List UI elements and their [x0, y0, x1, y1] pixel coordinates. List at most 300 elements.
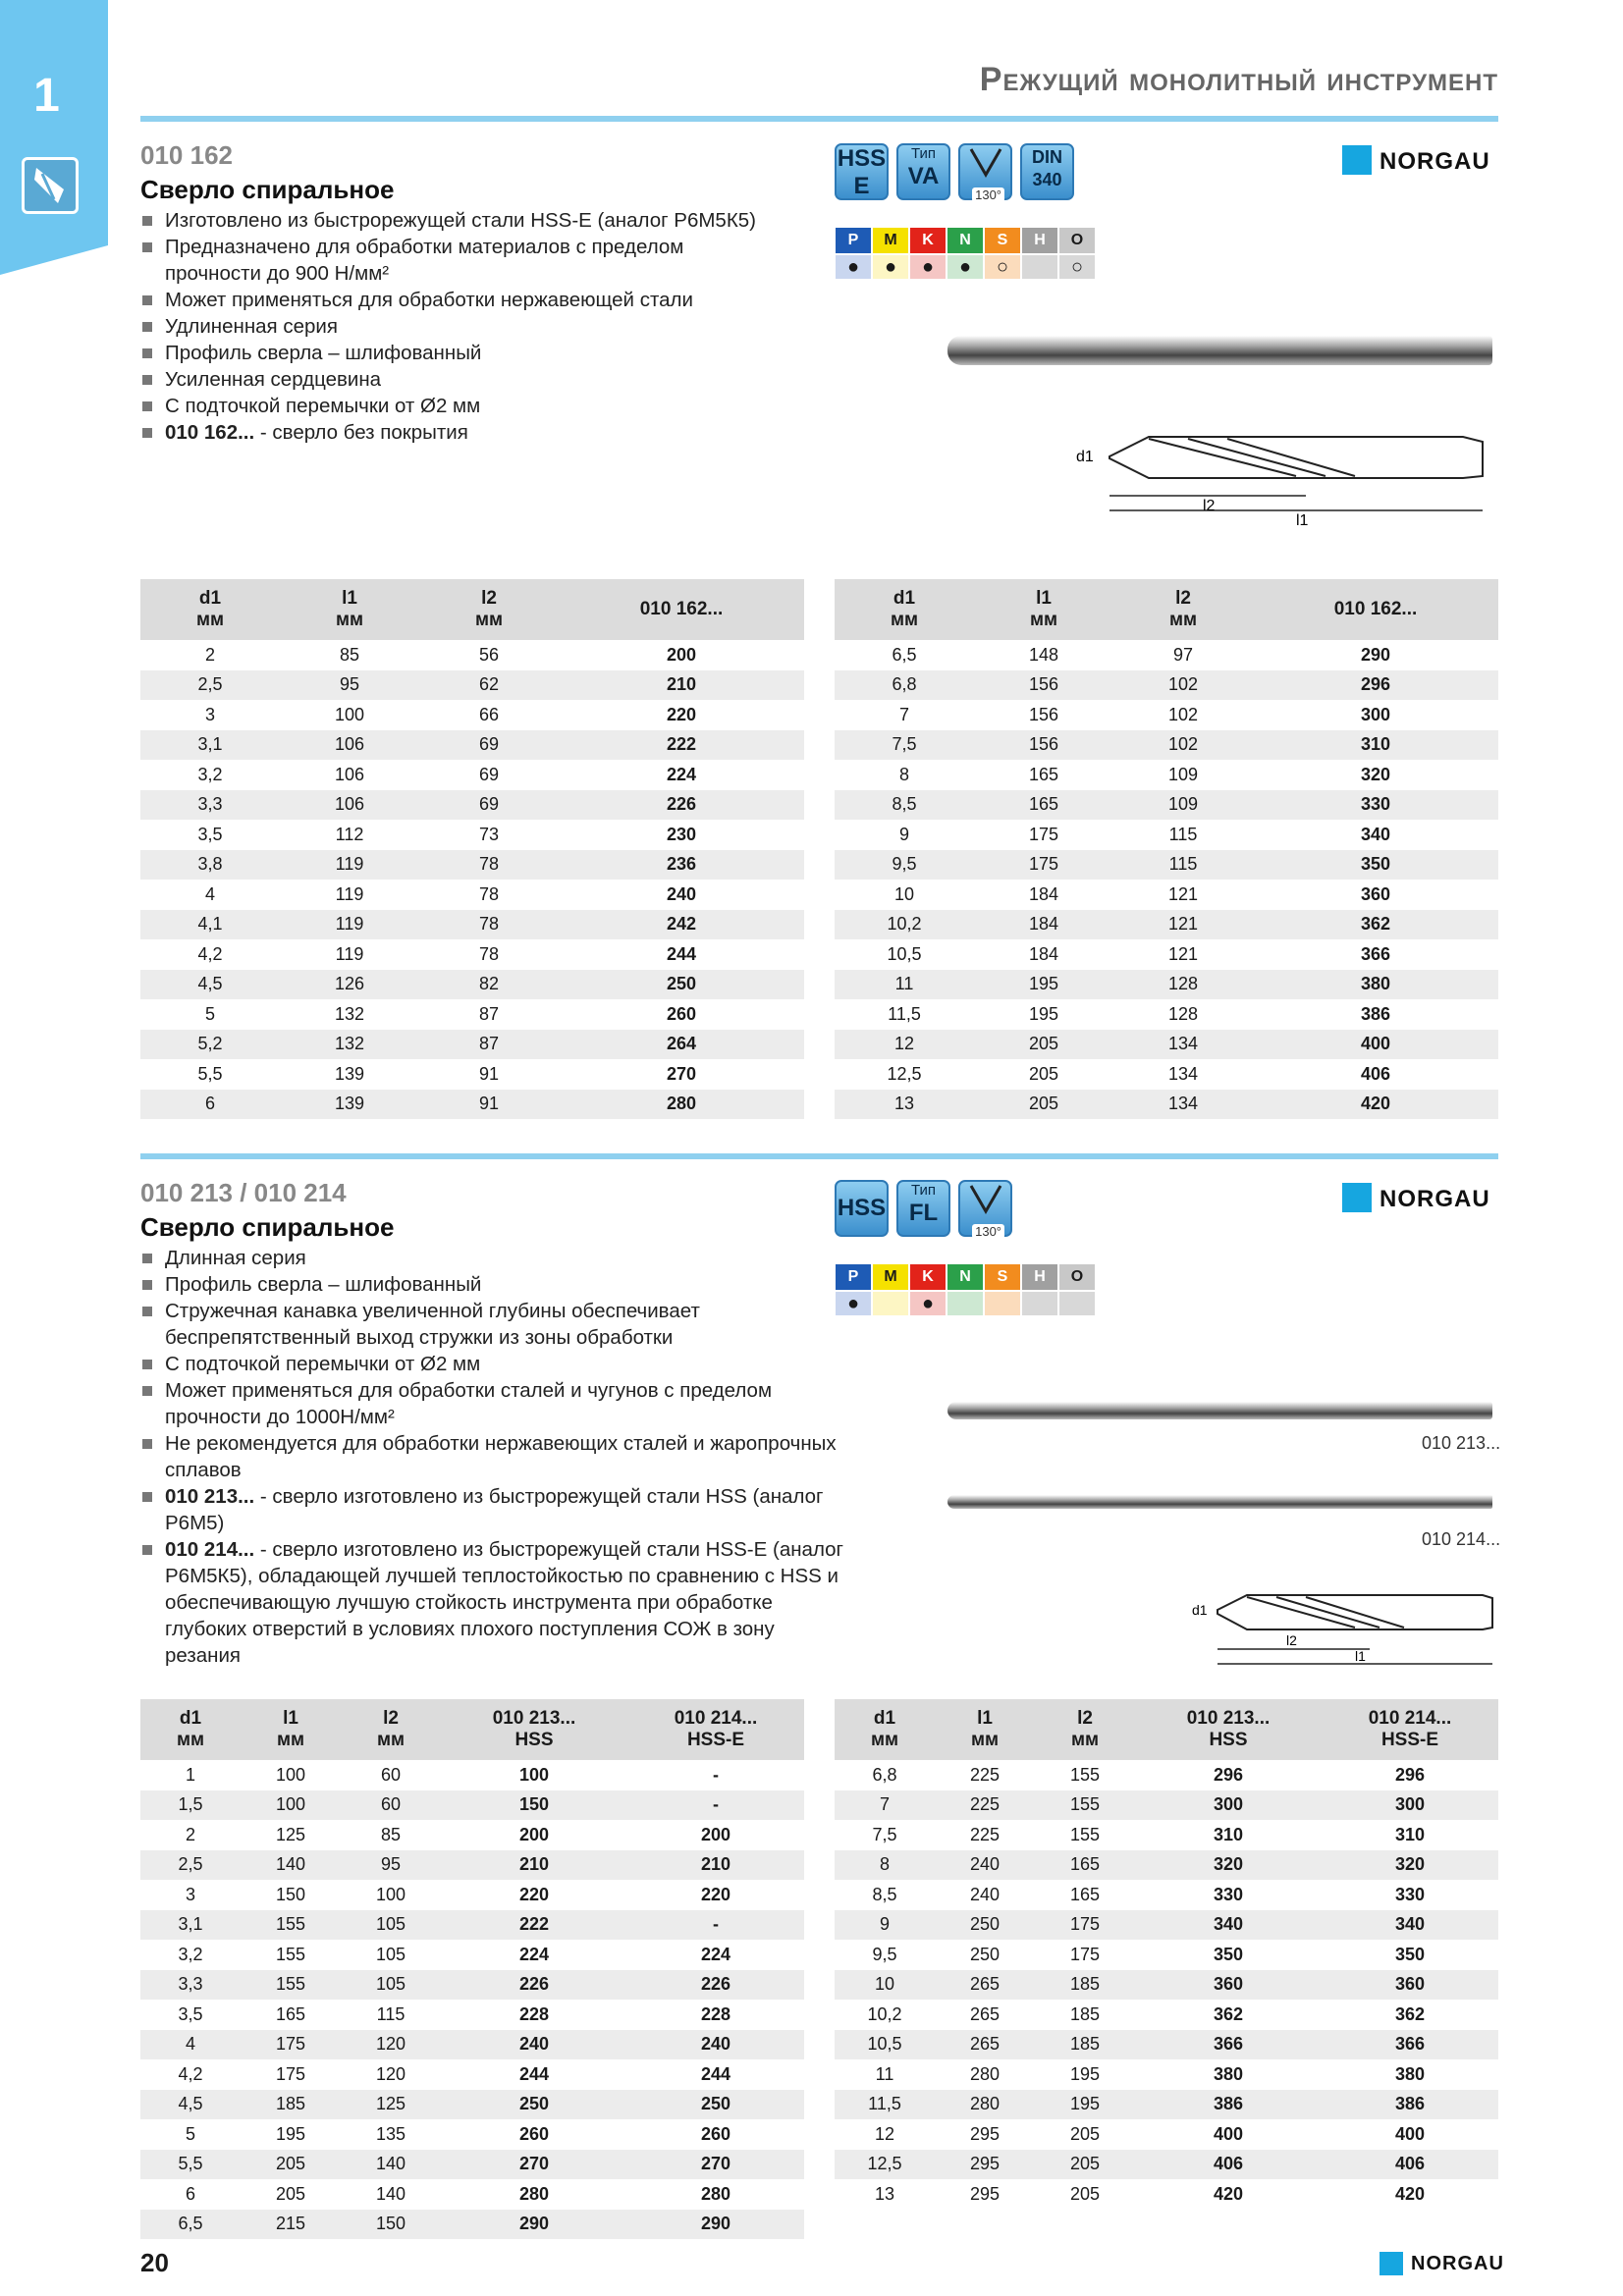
table-cell: 310 — [1253, 730, 1498, 761]
feature-item: Профиль сверла – шлифованный — [140, 1271, 847, 1298]
feature-item — [140, 419, 769, 446]
table-row — [140, 2179, 804, 2210]
product-title: Сверло спиральное — [140, 175, 395, 204]
table-cell: 121 — [1167, 883, 1199, 904]
table-cell: 134 — [1113, 1030, 1253, 1060]
table-row — [140, 730, 804, 761]
table-cell: 250 — [441, 2090, 627, 2120]
col-header: 010 162... — [559, 579, 804, 640]
table-cell: 7 — [835, 1790, 935, 1821]
table-cell: 406 — [1135, 2150, 1322, 2180]
table-cell: 140 — [341, 2150, 441, 2180]
table-row — [140, 640, 804, 670]
table-cell: 10,2 — [835, 910, 974, 940]
table-cell: 270 — [441, 2150, 627, 2180]
table-cell: 185 — [1069, 2003, 1101, 2024]
table-cell: 134 — [1113, 1090, 1253, 1120]
table-cell: 260 — [700, 2123, 731, 2144]
table-cell: 60 — [380, 1764, 402, 1785]
table-cell: 3,8 — [140, 850, 280, 881]
table-row — [835, 939, 1498, 970]
table-cell: 226 — [441, 1970, 627, 2001]
table-cell: 340 — [1135, 1910, 1322, 1941]
table-row — [835, 880, 1498, 910]
table-cell: 250 — [969, 1944, 1001, 1964]
table-cell: 9 — [835, 1910, 935, 1941]
svg-text:l1: l1 — [1296, 512, 1309, 529]
table-cell: 56 — [478, 644, 500, 665]
table-cell: 3,3 — [140, 790, 280, 821]
table-cell: 156 — [1028, 704, 1059, 724]
table-cell: 296 — [1253, 670, 1498, 701]
feature-item: Стружечная канавка увеличенной глубины обеспечивает беспрепятственный выход стружки из зоны обработки — [140, 1298, 847, 1351]
table-cell: 400 — [1253, 1030, 1498, 1060]
table-cell: 362 — [1213, 2003, 1244, 2024]
table-cell: 175 — [1069, 1944, 1101, 1964]
table-cell: 265 — [935, 1970, 1035, 2001]
table-cell: 210 — [559, 670, 804, 701]
table-cell: 330 — [1394, 1884, 1426, 1904]
point-angle-badge: 130° — [958, 143, 1012, 200]
table-row — [835, 1820, 1498, 1850]
col-header: d1 мм — [140, 1699, 241, 1760]
table-cell: 132 — [334, 1003, 365, 1024]
table-row — [835, 910, 1498, 940]
col-header: d1 мм — [835, 1699, 935, 1760]
table-cell: 175 — [241, 2030, 341, 2060]
col-header: 010 213... HSS — [441, 1699, 627, 1760]
material-badge: HSS — [835, 1180, 889, 1237]
table-cell: 366 — [1322, 2030, 1498, 2060]
feature-list — [140, 1245, 847, 1669]
table-cell: 13 — [835, 1090, 974, 1120]
table-cell: 8,5 — [835, 790, 974, 821]
table-cell: 8 — [835, 1850, 935, 1881]
image-label: 010 213... — [1422, 1433, 1501, 1453]
table-cell: 330 — [1213, 1884, 1244, 1904]
table-row — [835, 1790, 1498, 1821]
table-cell: 210 — [441, 1850, 627, 1881]
table-cell: 12 — [874, 2123, 895, 2144]
table-cell: 236 — [559, 850, 804, 881]
table-cell: 165 — [1028, 764, 1059, 784]
point-angle-badge: 130° — [958, 1180, 1012, 1237]
table-cell: 12,5 — [887, 1063, 922, 1084]
table-cell: 100 — [275, 1764, 306, 1785]
table-row — [835, 2090, 1498, 2120]
table-row — [140, 1970, 804, 2001]
material-table: P M K N S H O ● ● ● ● ○ ○ — [834, 226, 1097, 281]
table-cell: 155 — [1035, 1790, 1135, 1821]
table-cell: 264 — [559, 1030, 804, 1060]
table-cell: 4,5 — [140, 970, 280, 1000]
table-cell: 5,5 — [197, 1063, 223, 1084]
feature-item: Изготовлено из быстрорежущей стали HSS-E (аналог Р6М5К5) — [140, 207, 769, 234]
table-row — [140, 999, 804, 1030]
spec-table — [835, 579, 1498, 1119]
drill-point-icon — [961, 1182, 1010, 1221]
table-cell: 2,5 — [140, 670, 280, 701]
table-row — [835, 850, 1498, 881]
drill-image — [947, 336, 1492, 365]
table-cell: 6,5 — [892, 644, 917, 665]
table-cell: 350 — [1213, 1944, 1244, 1964]
table-cell: 140 — [375, 2183, 406, 2204]
table-row — [140, 2059, 804, 2090]
table-cell: 105 — [341, 1910, 441, 1941]
table-cell: 380 — [1213, 2063, 1244, 2084]
table-cell: 195 — [1069, 2063, 1101, 2084]
table-cell: 386 — [1135, 2090, 1322, 2120]
table-cell: 150 — [441, 1790, 627, 1821]
table-cell: 195 — [1035, 2090, 1135, 2120]
table-row — [835, 2150, 1498, 2180]
feature-item: Усиленная сердцевина — [140, 366, 769, 393]
table-cell: 100 — [241, 1790, 341, 1821]
table-cell: 310 — [1394, 1824, 1426, 1844]
table-cell: 280 — [935, 2090, 1035, 2120]
table-row — [140, 2119, 804, 2150]
table-cell: 119 — [335, 943, 364, 964]
col-header: l2 мм — [1035, 1699, 1135, 1760]
table-row — [835, 1760, 1498, 1790]
feature-item — [140, 1483, 847, 1536]
table-row — [140, 939, 804, 970]
table-row — [140, 1059, 804, 1090]
col-header: 010 213... HSS — [1135, 1699, 1322, 1760]
table-cell: 69 — [478, 764, 500, 784]
table-cell: 95 — [341, 1850, 441, 1881]
drill-dimension-diagram — [1070, 417, 1502, 535]
table-cell: 102 — [1113, 670, 1253, 701]
table-cell: 185 — [241, 2090, 341, 2120]
table-cell: 165 — [1035, 1850, 1135, 1881]
table-cell: - — [627, 1910, 804, 1941]
table-cell: 250 — [935, 1910, 1035, 1941]
col-header: l1 мм — [974, 579, 1113, 640]
table-cell: 340 — [1360, 824, 1391, 844]
table-cell: 12,5 — [835, 2150, 935, 2180]
table-cell: 210 — [627, 1850, 804, 1881]
table-cell: 225 — [935, 1790, 1035, 1821]
type-badge: Тип FL — [896, 1180, 950, 1237]
table-cell: 215 — [241, 2210, 341, 2240]
table-cell: 134 — [1167, 1063, 1199, 1084]
table-cell: 244 — [518, 2063, 550, 2084]
table-cell: 150 — [341, 2210, 441, 2240]
table-cell: 4,5 — [140, 2090, 241, 2120]
table-cell: 4 — [204, 883, 215, 904]
table-cell: 205 — [1035, 2150, 1135, 2180]
svg-text:l2: l2 — [1203, 498, 1216, 514]
feature-item: Не рекомендуется для обработки нержавеющих сталей и жаропрочных сплавов — [140, 1430, 847, 1483]
table-cell: 175 — [1028, 824, 1059, 844]
table-cell: 4,2 — [178, 2063, 203, 2084]
feature-item: С подточкой перемычки от Ø2 мм — [140, 1351, 847, 1377]
col-header: 010 214... HSS-E — [627, 1699, 804, 1760]
variant-text: - сверло изготовлено из быстрорежущей стали HSS (аналог Р6М5) — [165, 1485, 824, 1534]
table-cell: 222 — [559, 730, 804, 761]
table-cell: 3,3 — [140, 1970, 241, 2001]
table-cell: 224 — [518, 1944, 550, 1964]
table-row — [835, 730, 1498, 761]
col-header: d1 мм — [835, 579, 974, 640]
product-code: 010 162 — [140, 140, 233, 170]
table-cell: 220 — [700, 1884, 731, 1904]
table-cell: 97 — [1172, 644, 1194, 665]
table-cell: 200 — [518, 1824, 550, 1844]
footer-brand-logo: NORGAU — [1380, 2252, 1504, 2275]
table-row — [140, 1090, 804, 1120]
table-cell: 6,5 — [140, 2210, 241, 2240]
section-title: Режущий монолитный инструмент — [979, 61, 1498, 98]
col-header: 010 214... HSS-E — [1322, 1699, 1498, 1760]
feature-item: Профиль сверла – шлифованный — [140, 340, 769, 366]
table-row — [140, 2030, 804, 2060]
table-cell: 155 — [1069, 1824, 1101, 1844]
table-cell: 175 — [1035, 1910, 1135, 1941]
table-cell: 13 — [874, 2183, 895, 2204]
drill-image-213 — [947, 1402, 1492, 1419]
col-header: l2 мм — [419, 579, 559, 640]
drill-tip-icon — [22, 157, 79, 214]
table-cell: 69 — [419, 730, 559, 761]
table-cell: 11 — [875, 2063, 894, 2084]
table-cell: 10 — [893, 883, 915, 904]
table-cell: 240 — [666, 883, 697, 904]
table-row — [835, 1850, 1498, 1881]
spec-table — [835, 1699, 1498, 2210]
table-cell: 340 — [1322, 1910, 1498, 1941]
svg-text:l1: l1 — [1355, 1648, 1366, 1664]
table-cell: 155 — [241, 1910, 341, 1941]
table-cell: 106 — [334, 764, 365, 784]
table-cell: 205 — [974, 1030, 1113, 1060]
feature-item: Удлиненная серия — [140, 313, 769, 340]
table-cell: 7 — [898, 704, 909, 724]
table-row — [140, 760, 804, 790]
table-cell: 3 — [204, 704, 215, 724]
table-row — [140, 1880, 804, 1910]
feature-item — [140, 1536, 847, 1669]
table-cell: 226 — [559, 790, 804, 821]
table-cell: 360 — [1135, 1970, 1322, 2001]
table-cell: 119 — [335, 883, 364, 904]
table-cell: 420 — [1394, 2183, 1426, 2204]
table-cell: 3,5 — [197, 824, 223, 844]
table-cell: 4,2 — [197, 943, 223, 964]
table-cell: 222 — [441, 1910, 627, 1941]
table-cell: 195 — [974, 970, 1113, 1000]
table-cell: 12 — [835, 1030, 974, 1060]
table-cell: 3,5 — [178, 2003, 203, 2024]
table-cell: 380 — [1253, 970, 1498, 1000]
col-header: l1 мм — [241, 1699, 341, 1760]
feature-list — [140, 207, 769, 446]
table-cell: 205 — [1069, 2123, 1101, 2144]
table-cell: 78 — [478, 883, 500, 904]
table-cell: 270 — [666, 1063, 697, 1084]
table-cell: 128 — [1167, 1003, 1199, 1024]
spec-table — [140, 579, 804, 1119]
table-cell: 3,2 — [197, 764, 223, 784]
feature-item: С подточкой перемычки от Ø2 мм — [140, 393, 769, 419]
table-cell: 205 — [1028, 1063, 1059, 1084]
table-cell: 6 — [140, 1090, 280, 1120]
table-cell: 9 — [898, 824, 909, 844]
table-cell: 91 — [419, 1090, 559, 1120]
table-cell: 120 — [341, 2030, 441, 2060]
variant-code: 010 213... — [165, 1485, 255, 1508]
table-cell: 155 — [1069, 1764, 1101, 1785]
table-cell: 296 — [1213, 1764, 1244, 1785]
table-cell: 300 — [1322, 1790, 1498, 1821]
table-row — [140, 1790, 804, 1821]
table-cell: 139 — [280, 1090, 419, 1120]
table-cell: 184 — [1028, 883, 1059, 904]
table-row — [140, 2000, 804, 2030]
table-cell: 112 — [335, 824, 364, 844]
table-cell: 9,5 — [872, 1944, 897, 1964]
table-row — [140, 700, 804, 730]
table-cell: 106 — [280, 730, 419, 761]
table-cell: 100 — [375, 1884, 406, 1904]
table-cell: 102 — [1113, 730, 1253, 761]
table-cell: 165 — [275, 2003, 306, 2024]
section-number: 1 — [33, 70, 60, 122]
table-cell: 270 — [627, 2150, 804, 2180]
table-cell: 156 — [974, 670, 1113, 701]
table-cell: 330 — [1253, 790, 1498, 821]
table-cell: 139 — [334, 1063, 365, 1084]
table-cell: 228 — [518, 2003, 550, 2024]
table-cell: 9,5 — [835, 850, 974, 881]
table-cell: 1 — [185, 1764, 195, 1785]
table-cell: 105 — [341, 1970, 441, 2001]
table-cell: 184 — [974, 910, 1113, 940]
table-cell: 11 — [835, 970, 974, 1000]
table-cell: 224 — [700, 1944, 731, 1964]
table-cell: 228 — [700, 2003, 731, 2024]
type-badge: Тип VA — [896, 143, 950, 200]
table-cell: 290 — [627, 2210, 804, 2240]
table-row — [140, 1850, 804, 1881]
table-cell: 240 — [935, 1850, 1035, 1881]
table-cell: 4,1 — [140, 910, 280, 940]
feature-item: Предназначено для обработки материалов с пределом прочности до 900 Н/мм² — [140, 234, 769, 287]
table-row — [835, 2119, 1498, 2150]
brand-logo: NORGAU — [1342, 1183, 1490, 1213]
col-header: 010 162... — [1253, 579, 1498, 640]
table-cell: 10,2 — [867, 2003, 902, 2024]
table-cell: 296 — [1394, 1764, 1426, 1785]
section-tab-corner — [0, 245, 108, 275]
table-cell: 78 — [478, 943, 500, 964]
table-cell: 205 — [1069, 2183, 1101, 2204]
table-cell: 66 — [478, 704, 500, 724]
material-table: P M K N S H O ● ● — [834, 1262, 1097, 1317]
table-cell: 156 — [974, 730, 1113, 761]
table-cell: 240 — [627, 2030, 804, 2060]
table-row — [835, 999, 1498, 1030]
table-cell: 360 — [1360, 883, 1391, 904]
table-cell: 366 — [1135, 2030, 1322, 2060]
table-cell: 85 — [380, 1824, 402, 1844]
table-cell: 195 — [275, 2123, 306, 2144]
table-cell: 85 — [339, 644, 360, 665]
table-cell: 220 — [666, 704, 697, 724]
table-row — [835, 1910, 1498, 1941]
brand-logo: NORGAU — [1342, 145, 1490, 176]
table-cell: 78 — [419, 850, 559, 881]
table-cell: 2,5 — [140, 1850, 241, 1881]
table-row — [140, 910, 804, 940]
table-row — [140, 1030, 804, 1060]
table-row — [835, 1090, 1498, 1120]
table-cell: 224 — [666, 764, 697, 784]
table-row — [835, 2000, 1498, 2030]
table-cell: 3 — [185, 1884, 195, 1904]
table-cell: 3,1 — [140, 1910, 241, 1941]
table-cell: 7,5 — [872, 1824, 897, 1844]
table-cell: 150 — [275, 1884, 306, 1904]
table-cell: 125 — [275, 1824, 306, 1844]
table-row — [835, 2030, 1498, 2060]
table-cell: 295 — [969, 2183, 1001, 2204]
table-cell: 165 — [1069, 1884, 1101, 1904]
table-cell: 250 — [559, 970, 804, 1000]
table-cell: 119 — [280, 910, 419, 940]
table-cell: 165 — [974, 790, 1113, 821]
table-cell: 155 — [241, 1970, 341, 2001]
table-cell: 115 — [1113, 850, 1253, 881]
table-cell: 185 — [1035, 1970, 1135, 2001]
table-cell: 140 — [241, 1850, 341, 1881]
table-cell: 295 — [969, 2123, 1001, 2144]
table-cell: 128 — [1113, 970, 1253, 1000]
table-row — [140, 670, 804, 701]
feature-item: Может применяться для обработки сталей и чугунов с пределом прочности до 1000Н/мм² — [140, 1377, 847, 1430]
table-row — [140, 790, 804, 821]
table-cell: 320 — [1360, 764, 1391, 784]
table-row — [835, 820, 1498, 850]
table-cell: 6 — [185, 2183, 195, 2204]
drill-dimension-diagram — [1188, 1580, 1502, 1674]
table-cell: 115 — [376, 2003, 406, 2024]
table-cell: 280 — [518, 2183, 550, 2204]
table-cell: 91 — [478, 1063, 500, 1084]
table-cell: 362 — [1394, 2003, 1426, 2024]
table-cell: 230 — [666, 824, 697, 844]
table-cell: 350 — [1394, 1944, 1426, 1964]
table-cell: 132 — [280, 1030, 419, 1060]
product-title: Сверло спиральное — [140, 1212, 395, 1242]
variant-code: 010 162... — [165, 421, 255, 444]
table-cell: 87 — [419, 1030, 559, 1060]
table-row — [835, 1030, 1498, 1060]
table-row — [140, 970, 804, 1000]
svg-text:d1: d1 — [1076, 449, 1094, 465]
table-cell: 3,2 — [178, 1944, 203, 1964]
table-cell: 205 — [974, 1090, 1113, 1120]
table-row — [140, 880, 804, 910]
table-cell: 320 — [1322, 1850, 1498, 1881]
table-cell: 200 — [700, 1824, 731, 1844]
table-row — [835, 1940, 1498, 1970]
svg-text:l2: l2 — [1286, 1632, 1297, 1648]
table-row — [140, 2150, 804, 2180]
table-cell: 121 — [1113, 910, 1253, 940]
